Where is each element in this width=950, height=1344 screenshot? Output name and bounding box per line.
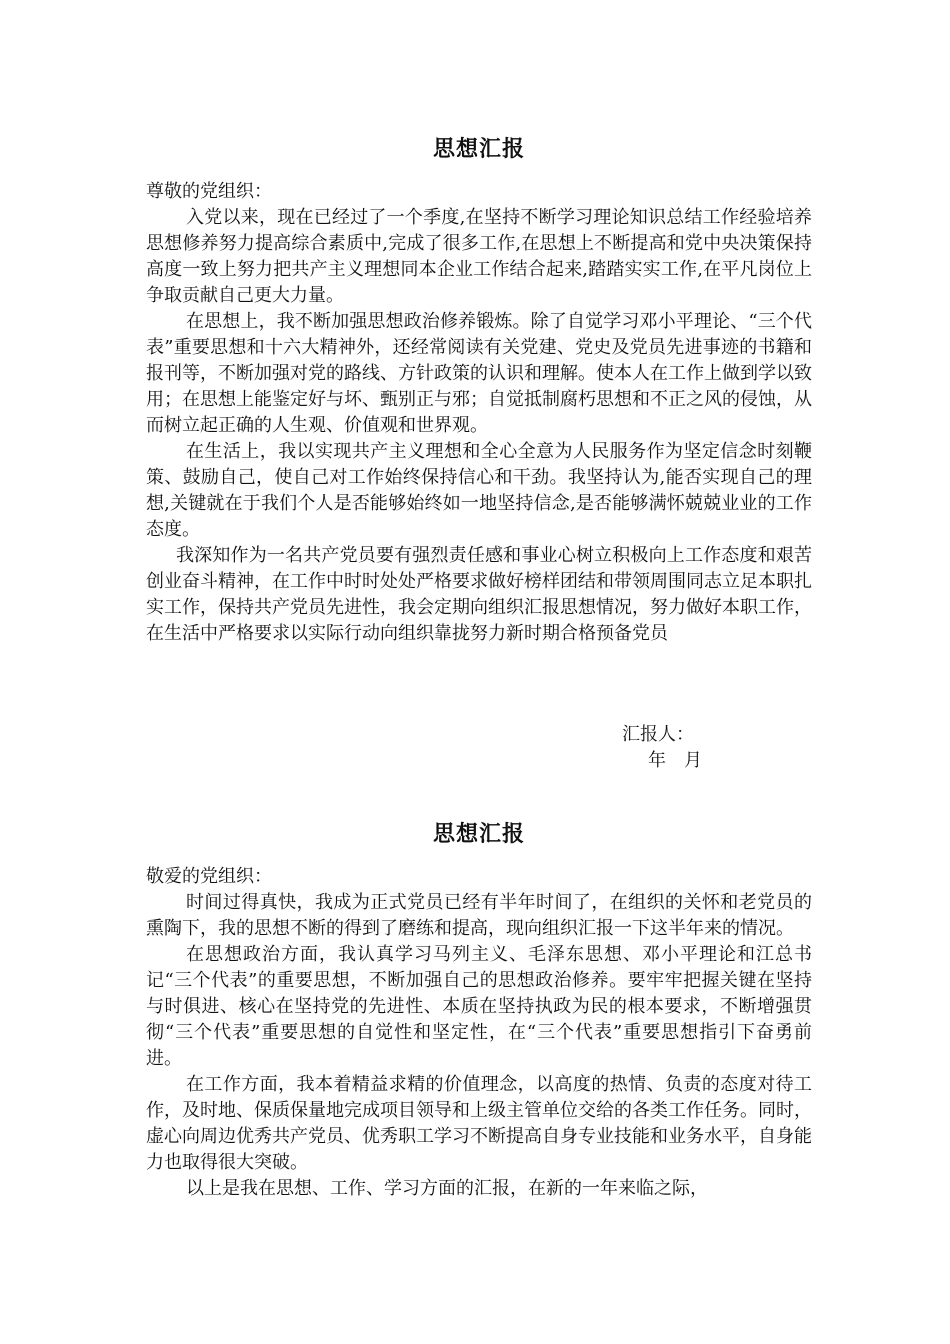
report-2-title: 思想汇报 [432, 822, 525, 847]
report-1-title: 思想汇报 [432, 137, 525, 162]
report-1 [146, 135, 812, 647]
report-2 [146, 820, 812, 1202]
report-date-label: 年 月 [648, 750, 702, 771]
reporter-signature-label: 汇报人： [622, 724, 694, 745]
report-1-salutation: 尊敬的党组织： [146, 181, 272, 202]
report-2-salutation: 敬爱的党组织： [146, 866, 272, 887]
report-1-paragraph: 在思想上，我不断加强思想政治修养锻炼。除了自觉学习邓小平理论、“三个代表”重要思想和十六大精神外，还经常阅读有关党建、党史及党员先进事迹的书籍和报刊等，不断加强对党的路线、方针政策的认识和理解。使本人在工作上做到学以致用；在思想上能鉴定好与坏、甄别正与邪；自觉抵制腐朽思想和不正之风的侵蚀，从而树立起正确的人生观、价值观和世界观。 [146, 311, 812, 436]
report-1-paragraph: 我深知作为一名共产党员要有强烈责任感和事业心树立积极向上工作态度和艰苦创业奋斗精神，在工作中时时处处严格要求做好榜样团结和带领周围同志立足本职扎实工作，保持共产党员先进性，我会定期向组织汇报思想情况，努力做好本职工作，在生活中严格要求以实际行动向组织靠拢努力新时期合格预备党员 [146, 545, 812, 644]
report-1-paragraph: 在生活上，我以实现共产主义理想和全心全意为人民服务作为坚定信念时刻鞭策、鼓励自己，使自己对工作始终保持信心和干劲。我坚持认为,能否实现自己的理想,关键就在于我们个人是否能够始终如一地坚持信念,是否能够满怀兢兢业业的工作态度。 [146, 441, 812, 540]
report-2-paragraph: 在工作方面，我本着精益求精的价值理念，以高度的热情、负责的态度对待工作，及时地、保质保量地完成项目领导和上级主管单位交给的各类工作任务。同时，虚心向周边优秀共产党员、优秀职工学习不断提高自身专业技能和业务水平，自身能力也取得很大突破。 [146, 1074, 812, 1173]
report-2-paragraph: 以上是我在思想、工作、学习方面的汇报，在新的一年来临之际， [186, 1178, 708, 1199]
report-1-paragraph: 入党以来，现在已经过了一个季度,在坚持不断学习理论知识总结工作经验培养思想修养努力提高综合素质中,完成了很多工作,在思想上不断提高和党中央决策保持高度一致上努力把共产主义理想同本企业工作结合起来,踏踏实实工作,在平凡岗位上争取贡献自己更大力量。 [146, 207, 812, 306]
report-2-paragraph: 时间过得真快，我成为正式党员已经有半年时间了，在组织的关怀和老党员的熏陶下，我的思想不断的得到了磨练和提高，现向组织汇报一下这半年来的情况。 [146, 892, 812, 939]
report-2-paragraph: 在思想政治方面，我认真学习马列主义、毛泽东思想、邓小平理论和江总书记“三个代表”的重要思想，不断加强自己的思想政治修养。要牢牢把握关键在坚持与时俱进、核心在坚持党的先进性、本质在坚持执政为民的根本要求，不断增强贯彻“三个代表”重要思想的自觉性和坚定性，在“三个代表”重要思想指引下奋勇前进。 [146, 944, 812, 1069]
